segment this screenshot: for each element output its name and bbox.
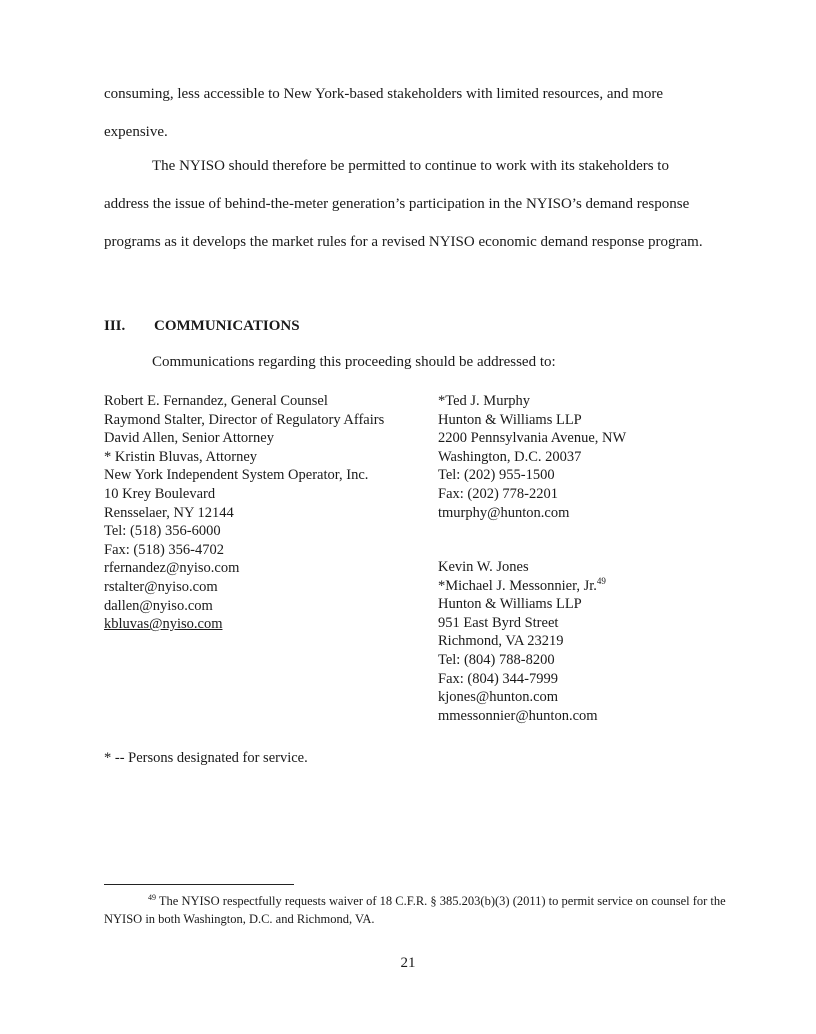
contact-line: Tel: (804) 788-8200 <box>438 651 555 668</box>
footnote <box>104 892 726 928</box>
page-number: 21 <box>400 955 416 971</box>
contact-line: 2200 Pennsylvania Avenue, NW <box>438 430 627 447</box>
contact-line <box>438 577 606 596</box>
contact-line: David Allen, Senior Attorney <box>104 430 274 447</box>
body-paragraph-2: The NYISO should therefore be permitted to continue to work with its stakeholders to address the issue of behind-the-meter generation’s participation in the NYISO’s demand response programs as it develops the market rules for a revised NYISO economic demand response program. <box>104 158 703 250</box>
footnote-marker: 49 <box>148 892 156 902</box>
section-heading <box>104 318 300 335</box>
footnote-reference[interactable]: 49 <box>596 575 606 586</box>
email-link[interactable]: kjones@hunton.com <box>438 689 559 706</box>
hunton-dc-contact-block <box>438 392 626 522</box>
contact-line: Fax: (202) 778-2201 <box>438 485 559 502</box>
section-intro: Communications regarding this proceeding should be addressed to: <box>152 354 556 370</box>
body-paragraph-1: consuming, less accessible to New York-based stakeholders with limited resources, and more expensive. <box>104 86 664 140</box>
contact-line: *Ted J. Murphy <box>438 393 531 409</box>
contact-line: Hunton & Williams LLP <box>438 411 582 428</box>
contact-line: * Kristin Bluvas, Attorney <box>104 448 258 465</box>
hunton-richmond-contact-block <box>438 558 606 725</box>
email-link[interactable]: mmessonnier@hunton.com <box>438 707 598 724</box>
contact-line: 951 East Byrd Street <box>438 614 559 631</box>
contact-line: Rensselaer, NY 12144 <box>104 504 234 521</box>
section-title: COMMUNICATIONS <box>154 318 300 334</box>
contact-line: Fax: (804) 344-7999 <box>438 670 559 687</box>
service-note: * -- Persons designated for service. <box>104 750 308 766</box>
email-link[interactable]: tmurphy@hunton.com <box>438 504 570 521</box>
email-link[interactable]: dallen@nyiso.com <box>104 597 213 614</box>
footnote-divider <box>104 884 294 885</box>
email-link[interactable]: rstalter@nyiso.com <box>104 578 218 595</box>
contact-line: Washington, D.C. 20037 <box>438 448 582 465</box>
contact-line: Kevin W. Jones <box>438 559 529 575</box>
contact-line: Tel: (518) 356-6000 <box>104 523 221 540</box>
contact-name: *Michael J. Messonnier, Jr. <box>438 577 597 594</box>
contact-line: Tel: (202) 955-1500 <box>438 467 555 484</box>
contact-line: Raymond Stalter, Director of Regulatory Affairs <box>104 411 385 428</box>
email-link[interactable]: kbluvas@nyiso.com <box>104 616 223 633</box>
contact-line: Hunton & Williams LLP <box>438 596 582 613</box>
contact-line: New York Independent System Operator, Inc. <box>104 467 369 484</box>
email-link[interactable]: rfernandez@nyiso.com <box>104 560 240 577</box>
footnote-text: The NYISO respectfully requests waiver of 18 C.F.R. § 385.203(b)(3) (2011) to permit service on counsel for the NYISO in both Washington, D.C. and Richmond, VA. <box>104 894 726 926</box>
contact-line: Fax: (518) 356-4702 <box>104 541 225 558</box>
section-number: III. <box>104 318 126 334</box>
contact-line: 10 Krey Boulevard <box>104 485 216 502</box>
contact-line: Richmond, VA 23219 <box>438 633 564 650</box>
contact-line: Robert E. Fernandez, General Counsel <box>104 393 328 409</box>
nyiso-contact-block <box>104 392 384 634</box>
